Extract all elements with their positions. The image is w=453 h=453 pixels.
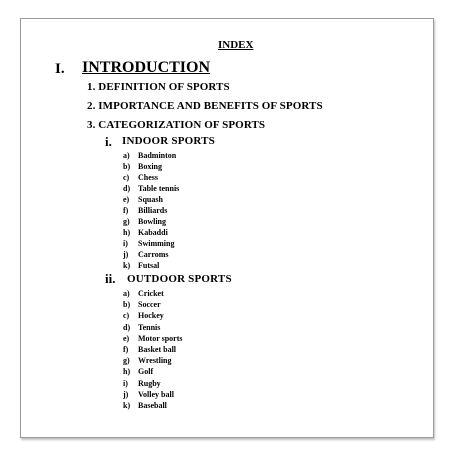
list-item: [123, 240, 174, 248]
list-item-label: c): [123, 311, 130, 321]
list-item-text: Badminton: [138, 151, 177, 160]
list-item-label: b): [123, 162, 131, 171]
list-item: [123, 207, 167, 215]
outdoor-numeral: ii.: [105, 271, 116, 286]
indoor-title: INDOOR SPORTS: [122, 135, 215, 147]
list-item-text: Motor sports: [138, 333, 183, 343]
list-item-text: Boxing: [138, 162, 163, 171]
list-item-text: Wrestling: [138, 356, 172, 366]
indoor-numeral: i.: [105, 134, 112, 149]
list-item-text: Hockey: [138, 311, 164, 321]
list-item: [123, 185, 179, 193]
list-item-label: k): [123, 401, 131, 410]
list-item-label: e): [123, 333, 130, 343]
list-item-label: d): [123, 184, 131, 193]
list-item-text: Tennis: [138, 322, 161, 332]
section-categorization: 3. CATEGORIZATION OF SPORTS: [87, 119, 266, 131]
list-item: [123, 324, 160, 332]
list-item: [123, 357, 171, 365]
list-item-label: k): [123, 261, 131, 270]
list-item-text: Volley ball: [138, 389, 174, 399]
list-item-text: Chess: [138, 173, 159, 182]
list-item: [123, 174, 158, 182]
chapter-numeral: I.: [55, 61, 65, 77]
list-item-text: Futsal: [138, 261, 160, 270]
list-item: [123, 163, 162, 171]
list-item-text: Table tennis: [138, 184, 180, 193]
list-item-label: h): [123, 228, 131, 237]
list-item: [123, 229, 168, 237]
list-item-label: g): [123, 356, 130, 366]
list-item-label: a): [123, 289, 130, 298]
list-item-text: Soccer: [138, 300, 161, 310]
list-item-text: Squash: [138, 195, 163, 204]
chapter-title: INTRODUCTION: [82, 59, 211, 76]
list-item-text: Carroms: [138, 250, 169, 259]
list-item-text: Swimming: [138, 239, 175, 248]
list-item: [123, 262, 159, 270]
list-item-text: Billiards: [138, 206, 168, 215]
list-item-text: Rugby: [138, 378, 161, 388]
list-item: [123, 312, 164, 320]
section-importance: 2. IMPORTANCE AND BENEFITS OF SPORTS: [87, 100, 323, 112]
list-item-label: j): [123, 250, 129, 259]
list-item-label: b): [123, 300, 131, 310]
list-item-label: f): [123, 206, 129, 215]
list-item-label: i): [123, 378, 128, 388]
list-item-label: d): [123, 322, 131, 332]
list-item-text: Kabaddi: [138, 228, 168, 237]
list-item: [123, 301, 161, 309]
list-item-text: Bowling: [138, 217, 167, 226]
list-item: [123, 391, 174, 399]
list-item-label: e): [123, 195, 130, 204]
list-item: [123, 368, 153, 376]
section-definition: 1. DEFINITION OF SPORTS: [87, 81, 230, 93]
list-item-label: f): [123, 345, 129, 354]
list-item-label: h): [123, 367, 131, 377]
list-item-text: Baseball: [138, 401, 167, 410]
list-item-text: Cricket: [138, 289, 164, 298]
list-item: [123, 251, 169, 259]
list-item: [123, 152, 176, 160]
list-item-label: j): [123, 389, 129, 399]
index-title: INDEX: [218, 39, 254, 51]
list-item: [123, 290, 164, 298]
list-item: [123, 380, 161, 388]
list-item-label: c): [123, 173, 130, 182]
list-item-label: i): [123, 239, 128, 248]
list-item: [123, 196, 163, 204]
document-page: [20, 18, 434, 438]
outdoor-title: OUTDOOR SPORTS: [127, 273, 232, 285]
list-item-label: a): [123, 151, 130, 160]
list-item: [123, 335, 183, 343]
list-item-text: Basket ball: [138, 345, 177, 354]
list-item-text: Golf: [138, 367, 154, 377]
list-item: [123, 218, 166, 226]
list-item: [123, 402, 167, 410]
list-item: [123, 346, 176, 354]
list-item-label: g): [123, 217, 130, 226]
